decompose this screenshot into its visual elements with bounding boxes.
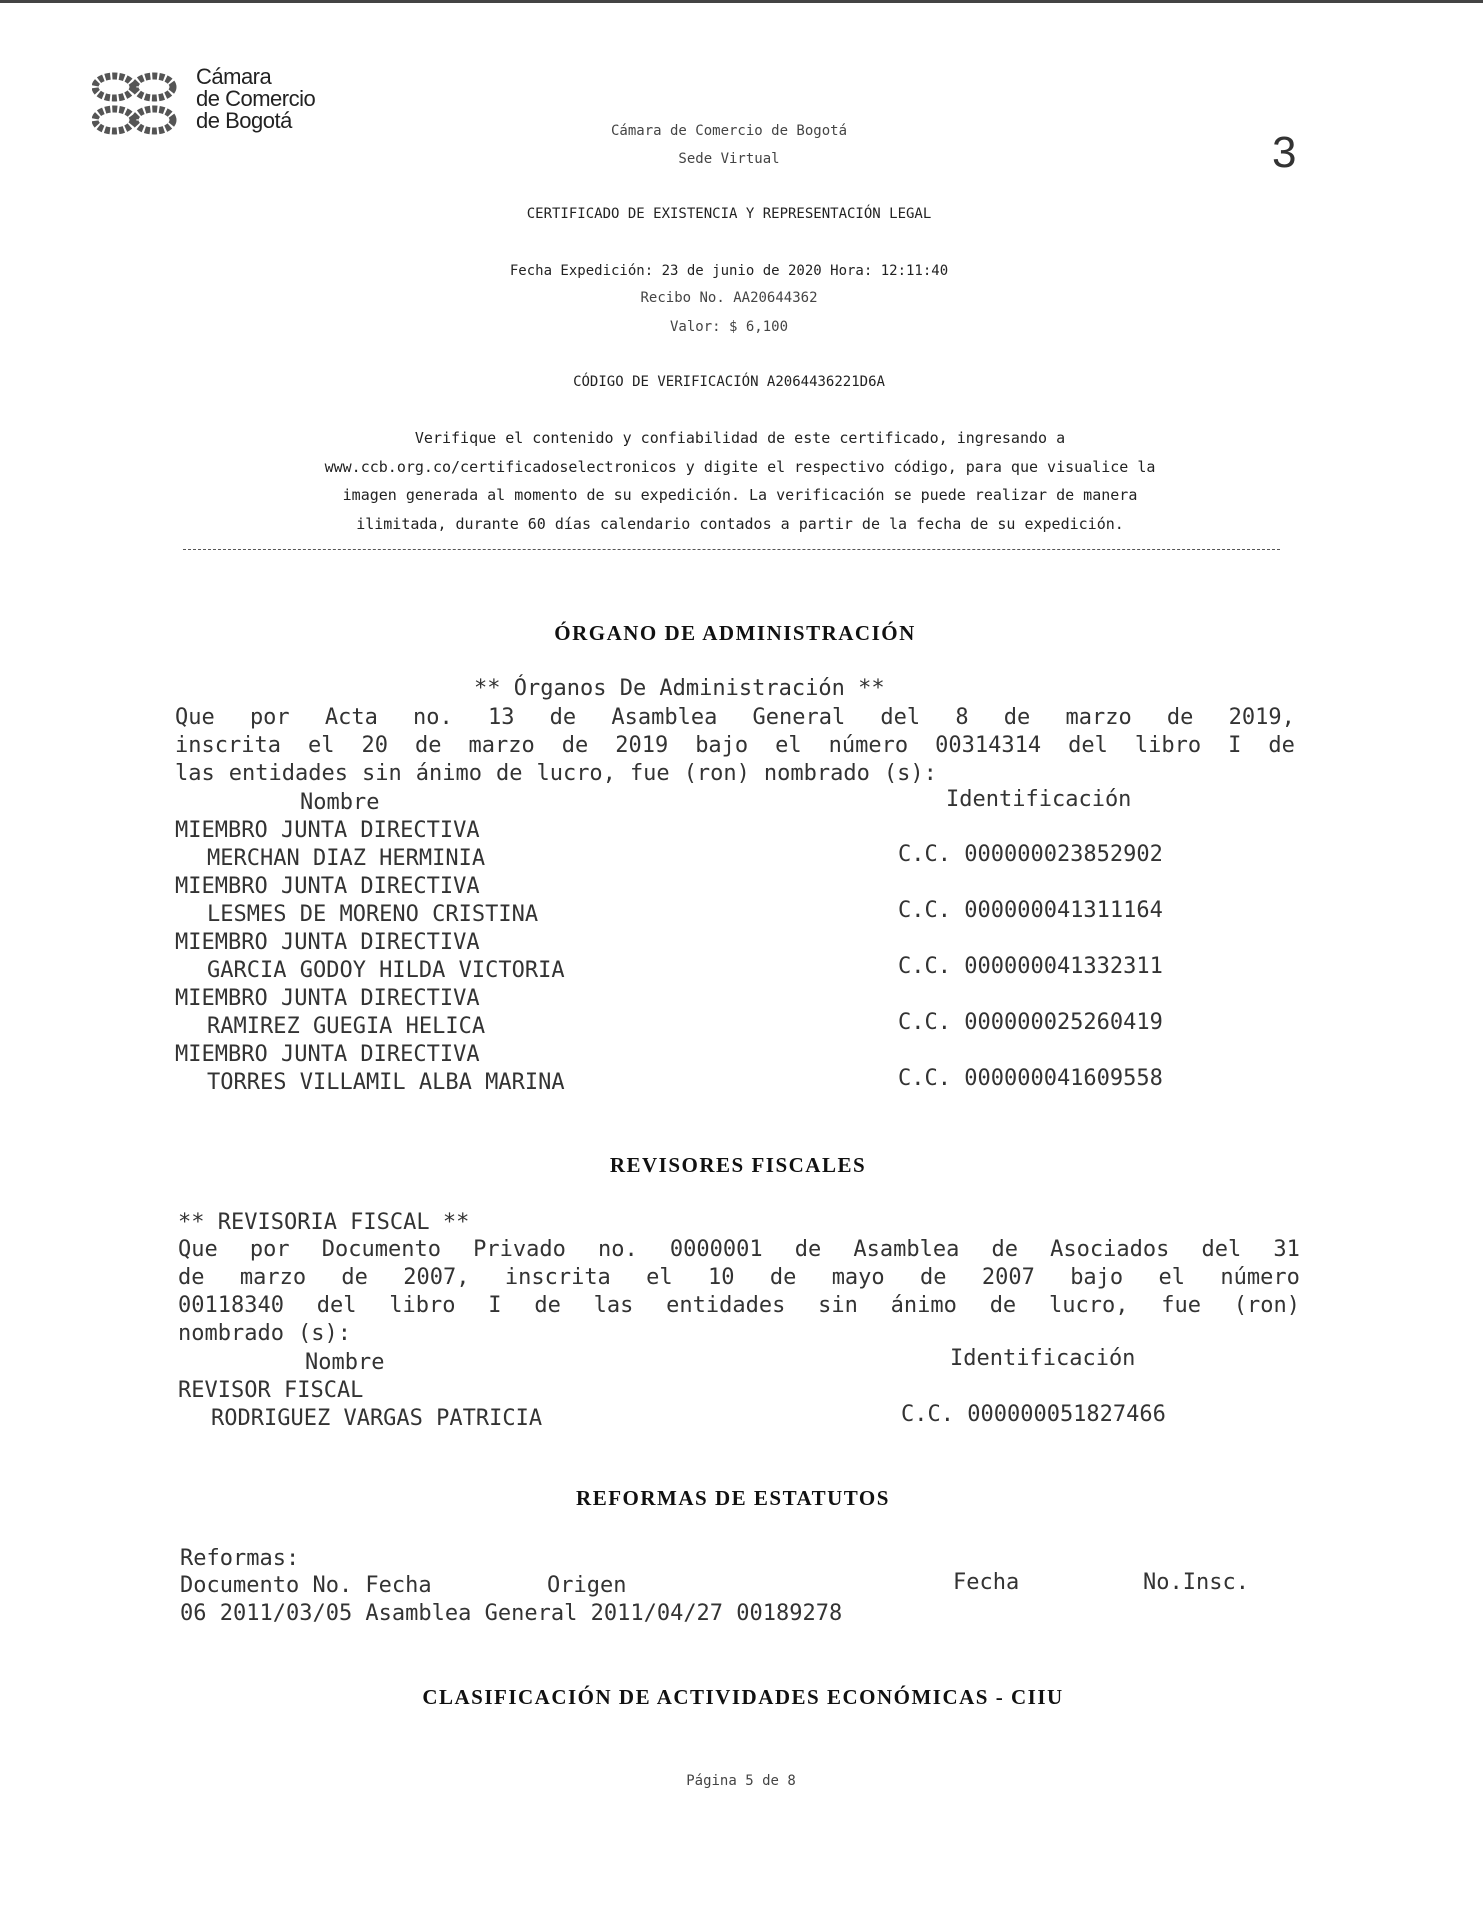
- page-handwritten-mark: 3: [1272, 128, 1297, 177]
- paragraph-word: de: [414, 733, 442, 758]
- paragraph-word: sin: [818, 1293, 858, 1318]
- verify-line-2: www.ccb.org.co/certificadoselectronicos y digite el respectivo código, para que visualice la: [324, 457, 1156, 476]
- ccb-logo-icon: [92, 70, 192, 140]
- organo-subtitle: ** Órganos De Administración **: [474, 676, 885, 701]
- paragraph-word: nombrado: [178, 1321, 284, 1346]
- paragraph-word: de: [534, 1293, 561, 1318]
- revisores-col-identificacion: Identificación: [950, 1346, 1136, 1371]
- member-id: C.C. 000000041311164: [898, 898, 1163, 923]
- revisores-para-line-4: [178, 1320, 1300, 1348]
- paragraph-word: de: [1003, 705, 1031, 730]
- paragraph-word: Privado: [473, 1237, 566, 1262]
- member-name: GARCIA GODOY HILDA VICTORIA: [207, 958, 565, 983]
- member-role: MIEMBRO JUNTA DIRECTIVA: [175, 818, 480, 843]
- logo-line-2: de Comercio: [196, 86, 316, 111]
- paragraph-word: de: [991, 1237, 1018, 1262]
- paragraph-word: del: [1068, 733, 1108, 758]
- paragraph-word: General: [752, 705, 846, 730]
- paragraph-word: 13: [487, 705, 515, 730]
- paragraph-word: el: [1158, 1265, 1186, 1290]
- paragraph-word: inscrita: [175, 733, 281, 758]
- paragraph-word: bajo: [1070, 1265, 1124, 1290]
- paragraph-word: el: [775, 733, 802, 758]
- section-title-organo: ÓRGANO DE ADMINISTRACIÓN: [554, 621, 916, 645]
- paragraph-word: libro: [1134, 733, 1202, 758]
- paragraph-word: fue: [1161, 1293, 1201, 1318]
- paragraph-word: 00314314: [935, 733, 1042, 758]
- issue-date: Fecha Expedición: 23 de junio de 2020 Hora: 12:11:40: [509, 263, 949, 279]
- paragraph-word: marzo: [239, 1265, 307, 1290]
- paragraph-word: las: [175, 761, 215, 786]
- member-name: MERCHAN DIAZ HERMINIA: [207, 846, 486, 871]
- paragraph-word: lucro,: [1048, 1293, 1129, 1318]
- header-sede-virtual: Sede Virtual: [678, 151, 780, 167]
- logo-line-1: Cámara: [196, 64, 272, 89]
- paragraph-word: entidades: [666, 1293, 786, 1318]
- member-id: C.C. 000000041609558: [898, 1066, 1163, 1091]
- paragraph-word: de: [561, 733, 589, 758]
- paragraph-word: de: [549, 705, 577, 730]
- paragraph-word: fue: [629, 761, 670, 786]
- paragraph-word: lucro,: [536, 761, 616, 786]
- organo-col-nombre: Nombre: [300, 790, 380, 815]
- paragraph-word: 00118340: [178, 1293, 284, 1318]
- paragraph-word: marzo: [468, 733, 535, 758]
- organo-col-identificacion: Identificación: [946, 787, 1132, 812]
- paragraph-word: Acta: [324, 705, 378, 730]
- verify-line-4: ilimitada, durante 60 días calendario contados a partir de la fecha de su expedición.: [356, 514, 1124, 533]
- receipt-number: Recibo No. AA20644362: [640, 290, 818, 306]
- organo-paragraph: [175, 704, 1295, 788]
- member-id: C.C. 000000041332311: [898, 954, 1163, 979]
- verify-line-1: Verifique el contenido y confiabilidad de este certificado, ingresando a: [414, 429, 1066, 447]
- paragraph-word: de: [769, 1265, 797, 1290]
- revisores-subtitle: ** REVISORIA FISCAL **: [178, 1210, 470, 1235]
- paragraph-word: 0000001: [669, 1237, 763, 1262]
- paragraph-word: 2007: [981, 1265, 1035, 1290]
- revisores-para-line-2: [178, 1264, 1300, 1292]
- member-role: MIEMBRO JUNTA DIRECTIVA: [175, 986, 480, 1011]
- paragraph-word: no.: [598, 1237, 638, 1262]
- reformas-row: 06 2011/03/05 Asamblea General 2011/04/27 00189278: [180, 1601, 843, 1626]
- paragraph-word: I: [488, 1293, 502, 1318]
- paragraph-word: mayo: [831, 1265, 885, 1290]
- paragraph-word: entidades: [228, 761, 348, 786]
- paragraph-word: de: [794, 1237, 822, 1262]
- reformas-col-documento: Documento No. Fecha: [180, 1573, 432, 1598]
- reformas-label: Reformas:: [180, 1546, 300, 1571]
- paragraph-word: 10: [708, 1265, 735, 1290]
- certificate-title: CERTIFICADO DE EXISTENCIA Y REPRESENTACIÓN LEGAL: [526, 206, 932, 222]
- paragraph-word: (s):: [883, 761, 937, 786]
- paragraph-word: de: [920, 1265, 947, 1290]
- paragraph-word: Que: [175, 705, 215, 730]
- verification-instructions: [180, 424, 1300, 538]
- paragraph-word: del: [316, 1293, 357, 1318]
- paragraph-word: marzo: [1065, 705, 1132, 730]
- member-name: RAMIREZ GUEGIA HELICA: [207, 1014, 486, 1039]
- scan-top-border: [0, 0, 1483, 3]
- paragraph-word: 2007,: [403, 1265, 470, 1290]
- paragraph-word: Asamblea: [611, 705, 718, 730]
- revisores-col-nombre: Nombre: [305, 1350, 385, 1375]
- paragraph-word: número: [1220, 1265, 1300, 1290]
- reformas-col-insc: No.Insc.: [1143, 1570, 1249, 1595]
- paragraph-word: nombrado: [763, 761, 870, 786]
- paragraph-word: bajo: [695, 733, 749, 758]
- paragraph-word: Que: [178, 1237, 218, 1262]
- section-title-reformas: REFORMAS DE ESTATUTOS: [576, 1486, 890, 1510]
- paragraph-word: de: [341, 1265, 368, 1290]
- member-name: TORRES VILLAMIL ALBA MARINA: [207, 1070, 565, 1095]
- reformas-col-fecha: Fecha: [953, 1570, 1020, 1595]
- paragraph-word: el: [307, 733, 335, 758]
- paragraph-word: del: [880, 705, 921, 730]
- member-role: MIEMBRO JUNTA DIRECTIVA: [175, 874, 480, 899]
- paragraph-word: de: [1166, 705, 1194, 730]
- dashed-divider: [183, 549, 1280, 550]
- paragraph-word: el: [646, 1265, 673, 1290]
- ccb-logo: [92, 66, 362, 146]
- paragraph-word: por: [249, 1237, 290, 1262]
- paragraph-word: Documento: [321, 1237, 441, 1262]
- paragraph-word: 2019,: [1228, 705, 1295, 730]
- revisor-id: C.C. 000000051827466: [901, 1402, 1166, 1427]
- paragraph-word: de: [989, 1293, 1017, 1318]
- section-title-revisores: REVISORES FISCALES: [609, 1153, 867, 1177]
- section-title-ciiu: CLASIFICACIÓN DE ACTIVIDADES ECONÓMICAS - CIIU: [422, 1685, 1064, 1709]
- organo-para-line-2: [175, 732, 1295, 760]
- paragraph-word: libro: [389, 1293, 456, 1318]
- paragraph-word: inscrita: [504, 1265, 611, 1290]
- revisor-role: REVISOR FISCAL: [178, 1378, 364, 1403]
- reformas-col-origen: Origen: [547, 1573, 627, 1598]
- verification-code: CÓDIGO DE VERIFICACIÓN A2064436221D6A: [573, 374, 885, 390]
- paragraph-word: 8: [955, 705, 969, 730]
- certificate-value: Valor: $ 6,100: [669, 319, 789, 335]
- paragraph-word: número: [828, 733, 909, 758]
- organo-para-line-1: [175, 704, 1295, 732]
- verify-line-3: imagen generada al momento de su expedición. La verificación se puede realizar de manera: [342, 486, 1138, 504]
- revisores-para-line-3: [178, 1292, 1300, 1320]
- member-id: C.C. 000000025260419: [898, 1010, 1163, 1035]
- paragraph-word: ánimo: [890, 1293, 957, 1318]
- header-chamber-name: Cámara de Comercio de Bogotá: [610, 123, 848, 139]
- paragraph-word: no.: [413, 705, 453, 730]
- paragraph-word: de: [495, 761, 523, 786]
- paragraph-word: de: [1268, 733, 1295, 758]
- paragraph-word: (ron): [683, 761, 750, 786]
- page-footer: Página 5 de 8: [686, 1773, 796, 1789]
- paragraph-word: sin: [361, 761, 402, 786]
- paragraph-word: por: [249, 705, 290, 730]
- revisores-paragraph: [178, 1236, 1300, 1348]
- paragraph-word: (ron): [1233, 1293, 1300, 1318]
- revisor-name: RODRIGUEZ VARGAS PATRICIA: [211, 1406, 543, 1431]
- logo-line-3: de Bogotá: [196, 108, 292, 133]
- organo-para-line-3: [175, 760, 1295, 788]
- paragraph-word: 2019: [615, 733, 669, 758]
- member-role: MIEMBRO JUNTA DIRECTIVA: [175, 930, 480, 955]
- paragraph-word: las: [593, 1293, 634, 1318]
- member-name: LESMES DE MORENO CRISTINA: [207, 902, 539, 927]
- paragraph-word: I: [1228, 733, 1242, 758]
- member-id: C.C. 000000023852902: [898, 842, 1163, 867]
- paragraph-word: ánimo: [415, 761, 482, 786]
- paragraph-word: de: [178, 1265, 205, 1290]
- paragraph-word: del: [1201, 1237, 1242, 1262]
- member-role: MIEMBRO JUNTA DIRECTIVA: [175, 1042, 480, 1067]
- paragraph-word: (s):: [297, 1321, 351, 1346]
- paragraph-word: Asamblea: [853, 1237, 960, 1262]
- paragraph-word: 20: [361, 733, 388, 758]
- paragraph-word: 31: [1273, 1237, 1300, 1262]
- revisores-para-line-1: [178, 1236, 1300, 1264]
- paragraph-word: Asociados: [1050, 1237, 1170, 1262]
